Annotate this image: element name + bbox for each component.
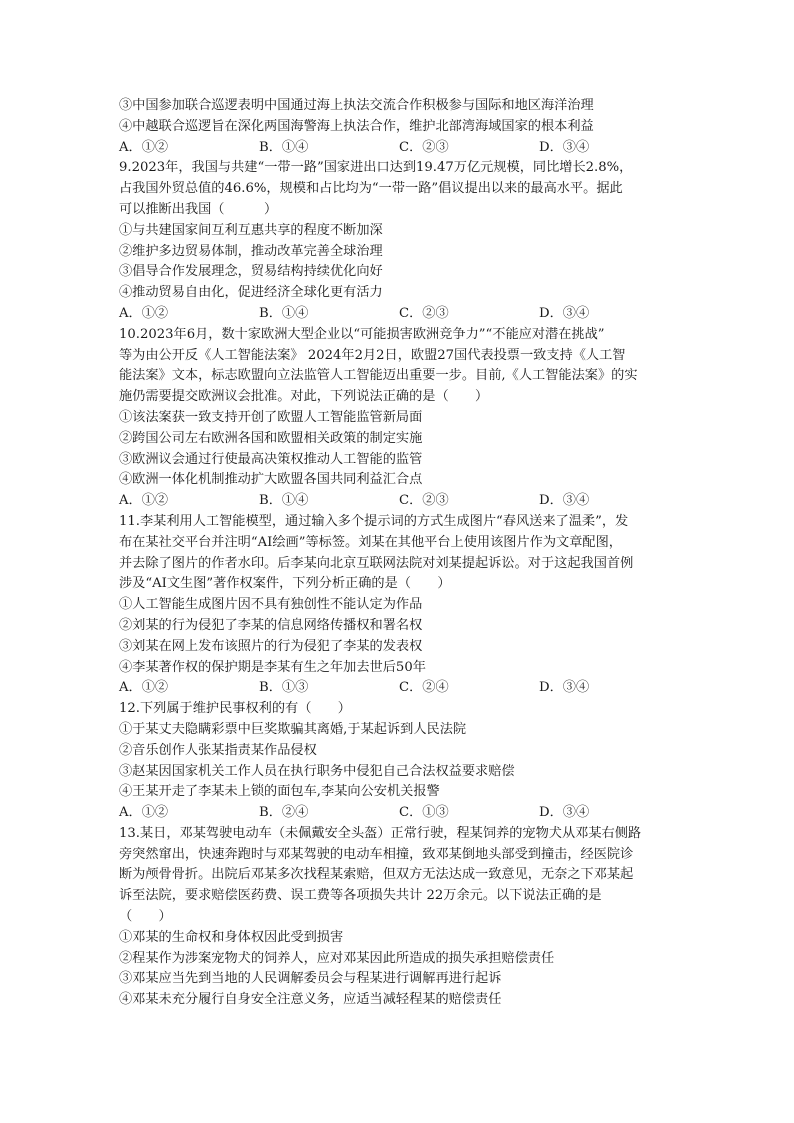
question-11-stem-line-3: 并去除了图片的作者水印。后李某向北京互联网法院对刘某提起诉讼。对于这起我国首例 — [119, 555, 634, 571]
option-a[interactable]: A．①② — [119, 493, 169, 509]
question-10-item-4: ④欧洲一体化机制推动扩大欧盟各国共同利益汇合点 — [119, 472, 423, 488]
option-d[interactable]: D．③④ — [539, 805, 590, 821]
question-10-options — [119, 491, 679, 512]
question-10-stem-line-3: 能法案》文本，标志欧盟向立法监管人工智能迈出重要一步。目前,《人工智能法案》的实 — [119, 368, 638, 384]
question-9-stem-line-1: 9.2023年，我国与共建“一带一路”国家进出口达到19.47万亿元规模，同比增长2.8%， — [119, 160, 633, 176]
question-12-item-3: ③赵某因国家机关工作人员在执行职务中侵犯自己合法权益要求赔偿 — [119, 763, 515, 779]
question-13-item-4: ④邓某未充分履行自身安全注意义务，应适当减轻程某的赔偿责任 — [119, 992, 502, 1008]
question-8-item-3: ③中国参加联合巡逻表明中国通过海上执法交流合作积极参与国际和地区海洋治理 — [119, 98, 594, 113]
option-b[interactable]: B．①④ — [259, 493, 309, 509]
option-b[interactable]: B．①④ — [259, 139, 309, 155]
question-12-item-4: ④王某开走了李某未上锁的面包车,李某向公安机关报警 — [119, 784, 440, 800]
question-13-stem-line-3: 断为颅骨骨折。出院后邓某多次找程某索赔，但双方无法达成一致意见，无奈之下邓某起 — [119, 867, 634, 883]
question-12 — [119, 699, 679, 824]
question-11-options — [119, 678, 679, 699]
option-c[interactable]: C．②③ — [399, 305, 449, 321]
option-d[interactable]: D．③④ — [539, 139, 590, 155]
option-c[interactable]: C．②③ — [399, 493, 449, 509]
question-10-item-3: ③欧洲议会通过行使最高决策权推动人工智能的监管 — [119, 451, 423, 467]
question-9-item-4: ④推动贸易自由化，促进经济全球化更有活力 — [119, 285, 383, 301]
question-13-item-2: ②程某作为涉案宠物犬的饲养人，应对邓某因此所造成的损失承担赔偿责任 — [119, 950, 555, 966]
option-b[interactable]: B．①③ — [259, 680, 309, 696]
question-9 — [119, 158, 679, 324]
question-10-item-2: ②跨国公司左右欧洲各国和欧盟相关政策的制定实施 — [119, 430, 423, 446]
question-13-stem-line-1: 13.某日，邓某驾驶电动车（未佩戴安全头盔）正常行驶，程某饲养的宠物犬从邓某右侧路 — [119, 825, 642, 841]
question-9-item-2: ②维护多边贸易体制，推动改革完善全球治理 — [119, 243, 383, 259]
question-9-options — [119, 304, 679, 325]
option-d[interactable]: D．③④ — [539, 680, 590, 696]
question-13-item-1: ①邓某的生命权和身体权因此受到损害 — [119, 929, 344, 945]
question-10-stem-line-2: 等为由公开反《人工智能法案》 2024年2月2日，欧盟27国代表投票一致支持《人工智 — [119, 347, 626, 363]
question-13-stem-line-2: 旁突然窜出，快速奔跑时与邓某驾驶的电动车相撞，致邓某倒地头部受到撞击，经医院诊 — [119, 846, 634, 862]
option-a[interactable]: A．①② — [119, 139, 169, 155]
question-10-stem-line-1: 10.2023年6月，数十家欧洲大型企业以“可能损害欧洲竞争力”“不能应对潜在挑战” — [119, 326, 605, 342]
page-content — [119, 96, 679, 1011]
question-10-item-1: ①该法案获一致支持开创了欧盟人工智能监管新局面 — [119, 409, 423, 425]
question-11-item-3: ③刘某在网上发布该照片的行为侵犯了李某的发表权 — [119, 638, 423, 654]
question-12-stem-line-1: 12.下列属于维护民事权利的有（ ） — [119, 701, 351, 717]
question-10-stem-line-4: 施仍需要提交欧洲议会批准。对此，下列说法正确的是（ ） — [119, 389, 489, 405]
question-12-item-2: ②音乐创作人张某指责某作品侵权 — [119, 742, 317, 758]
question-13-item-3: ③邓某应当先到当地的人民调解委员会与程某进行调解再进行起诉 — [119, 971, 502, 987]
question-13 — [119, 824, 679, 1011]
question-8-options — [119, 138, 679, 159]
question-9-stem-line-2: 占我国外贸总值的46.6%，规模和占比均为“一带一路”倡议提出以来的最高水平。据此 — [119, 181, 623, 197]
question-11-item-4: ④李某著作权的保护期是李某有生之年加去世后50年 — [119, 659, 426, 675]
question-11 — [119, 512, 679, 699]
option-c[interactable]: C．②③ — [399, 139, 449, 155]
question-9-item-3: ③倡导合作发展理念，贸易结构持续优化向好 — [119, 264, 383, 280]
question-13-stem-line-5: （ ） — [119, 909, 172, 925]
question-10 — [119, 325, 679, 512]
option-a[interactable]: A．①② — [119, 680, 169, 696]
question-11-stem-line-1: 11.李某利用人工智能模型，通过输入多个提示词的方式生成图片“春风送来了温柔”，发 — [119, 513, 629, 529]
question-11-stem-line-4: 涉及“AI文生图”著作权案件，下列分析正确的是（ ） — [119, 576, 451, 592]
question-9-stem-line-3: 可以推断出我国（ ） — [119, 201, 278, 217]
option-c[interactable]: C．②④ — [399, 680, 449, 696]
option-a[interactable]: A．①② — [119, 305, 169, 321]
option-d[interactable]: D．③④ — [539, 493, 590, 509]
option-a[interactable]: A．①② — [119, 805, 169, 821]
question-13-stem-line-4: 诉至法院，要求赔偿医药费、误工费等各项损失共计 22万余元。以下说法正确的是 — [119, 888, 602, 904]
question-8-item-4: ④中越联合巡逻旨在深化两国海警海上执法合作，维护北部湾海域国家的根本利益 — [119, 118, 594, 134]
option-c[interactable]: C．①③ — [399, 805, 449, 821]
question-11-stem-line-2: 布在某社交平台并注明“AI绘画”等标签。刘某在其他平台上使用该图片作为文章配图， — [119, 534, 622, 550]
question-11-item-1: ①人工智能生成图片因不具有独创性不能认定为作品 — [119, 597, 423, 613]
option-b[interactable]: B．②④ — [259, 805, 309, 821]
question-12-options — [119, 803, 679, 824]
question-12-item-1: ①于某丈夫隐瞒彩票中巨奖欺骗其离婚,于某起诉到人民法院 — [119, 721, 467, 737]
question-11-item-2: ②刘某的行为侵犯了李某的信息网络传播权和署名权 — [119, 617, 423, 633]
option-d[interactable]: D．③④ — [539, 305, 590, 321]
question-9-item-1: ①与共建国家间互利互惠共享的程度不断加深 — [119, 222, 383, 238]
option-b[interactable]: B．①④ — [259, 305, 309, 321]
question-8 — [119, 96, 679, 158]
